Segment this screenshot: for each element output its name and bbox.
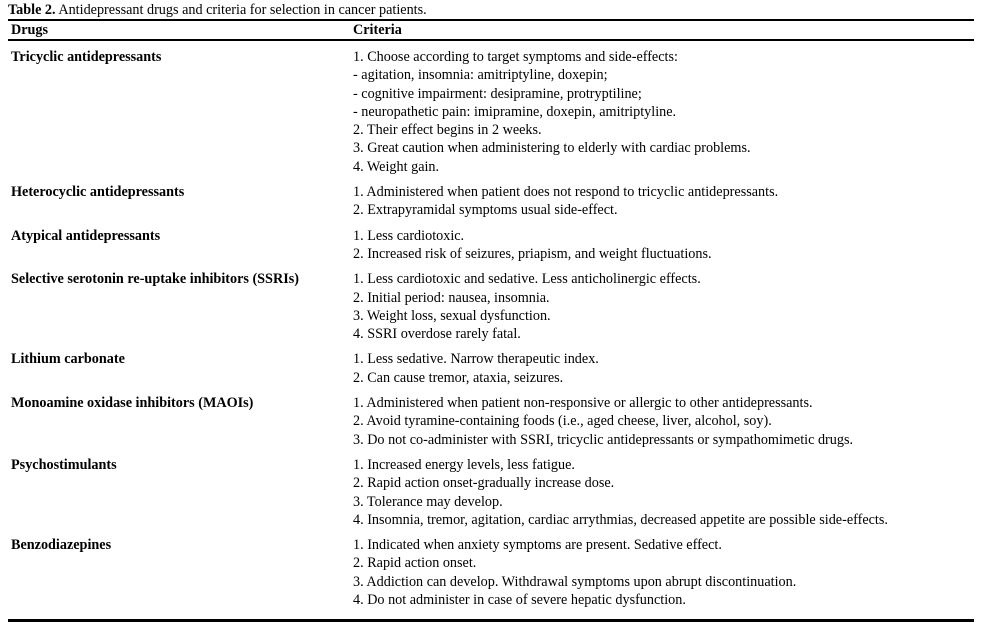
criteria-line: 1. Indicated when anxiety symptoms are present. Sedative effect. bbox=[353, 537, 722, 554]
criteria-line: 2. Can cause tremor, ataxia, seizures. bbox=[353, 369, 564, 386]
criteria-cell bbox=[353, 270, 701, 343]
table-row bbox=[0, 350, 983, 387]
criteria-line: 1. Choose according to target symptoms and side-effects: bbox=[353, 49, 678, 65]
criteria-cell bbox=[353, 183, 778, 220]
drug-name: Selective serotonin re-uptake inhibitors (SSRIs) bbox=[11, 271, 299, 288]
criteria-line: 1. Less sedative. Narrow therapeutic index. bbox=[353, 351, 599, 368]
criteria-cell bbox=[353, 394, 853, 449]
criteria-line: 4. SSRI overdose rarely fatal. bbox=[353, 326, 521, 343]
criteria-line: 1. Increased energy levels, less fatigue. bbox=[353, 456, 575, 473]
drug-name: Benzodiazepines bbox=[11, 537, 112, 554]
drug-name: Psychostimulants bbox=[11, 456, 117, 473]
drug-name: Tricyclic antidepressants bbox=[11, 49, 162, 65]
table-caption bbox=[8, 2, 427, 19]
criteria-line: 3. Do not co-administer with SSRI, tricyclic antidepressants or sympathomimetic drugs. bbox=[353, 431, 854, 448]
table-row bbox=[0, 48, 983, 176]
criteria-line: 2. Their effect begins in 2 weeks. bbox=[353, 122, 542, 139]
criteria-line: - neuropathetic pain: imipramine, doxepin, amitriptyline. bbox=[353, 103, 677, 120]
table-caption-label: Table 2. bbox=[8, 2, 56, 18]
criteria-line: 4. Weight gain. bbox=[353, 158, 440, 175]
criteria-line: 2. Rapid action onset-gradually increase dose. bbox=[353, 475, 615, 492]
table-row bbox=[0, 270, 983, 343]
drug-name: Lithium carbonate bbox=[11, 351, 125, 368]
criteria-line: 3. Addiction can develop. Withdrawal symptoms upon abrupt discontinuation. bbox=[353, 573, 797, 590]
criteria-line: 1. Administered when patient non-responsive or allergic to other antidepressants. bbox=[353, 395, 813, 412]
criteria-line: 2. Rapid action onset. bbox=[353, 555, 477, 572]
table-caption-text: Antidepressant drugs and criteria for selection in cancer patients. bbox=[55, 2, 427, 18]
table-row bbox=[0, 536, 983, 609]
column-header-drugs: Drugs bbox=[11, 22, 49, 38]
drug-name: Atypical antidepressants bbox=[11, 227, 161, 244]
table-row bbox=[0, 394, 983, 449]
criteria-line: 4. Do not administer in case of severe hepatic dysfunction. bbox=[353, 592, 686, 609]
criteria-line: 3. Tolerance may develop. bbox=[353, 493, 503, 510]
criteria-line: 1. Administered when patient does not respond to tricyclic antidepressants. bbox=[353, 184, 779, 201]
criteria-cell bbox=[353, 48, 751, 176]
table-row bbox=[0, 183, 983, 220]
criteria-cell bbox=[353, 350, 599, 387]
criteria-line: - agitation, insomnia: amitriptyline, doxepin; bbox=[353, 67, 608, 84]
criteria-line: - cognitive impairment: desipramine, protryptiline; bbox=[353, 85, 642, 102]
criteria-line: 2. Extrapyramidal symptoms usual side-effect. bbox=[353, 202, 618, 219]
criteria-line: 2. Initial period: nausea, insomnia. bbox=[353, 289, 550, 306]
drug-name: Heterocyclic antidepressants bbox=[11, 184, 185, 201]
criteria-cell bbox=[353, 536, 796, 609]
table-header-rule bbox=[8, 39, 974, 41]
drug-name: Monoamine oxidase inhibitors (MAOIs) bbox=[11, 395, 254, 412]
criteria-cell bbox=[353, 227, 712, 264]
criteria-line: 1. Less cardiotoxic. bbox=[353, 227, 465, 244]
criteria-line: 4. Insomnia, tremor, agitation, cardiac arrythmias, decreased appetite are possible side-effects. bbox=[353, 511, 888, 528]
table-body bbox=[0, 48, 983, 616]
column-header-criteria: Criteria bbox=[353, 22, 402, 38]
criteria-line: 2. Avoid tyramine-containing foods (i.e., aged cheese, liver, alcohol, soy). bbox=[353, 413, 772, 430]
table-bottom-rule bbox=[8, 619, 974, 622]
criteria-line: 2. Increased risk of seizures, priapism, and weight fluctuations. bbox=[353, 245, 712, 262]
criteria-line: 3. Great caution when administering to elderly with cardiac problems. bbox=[353, 140, 751, 157]
criteria-line: 1. Less cardiotoxic and sedative. Less anticholinergic effects. bbox=[353, 271, 701, 288]
table-row bbox=[0, 456, 983, 529]
criteria-cell bbox=[353, 456, 888, 529]
table-top-rule bbox=[8, 19, 974, 21]
table-row bbox=[0, 227, 983, 264]
criteria-line: 3. Weight loss, sexual dysfunction. bbox=[353, 307, 551, 324]
